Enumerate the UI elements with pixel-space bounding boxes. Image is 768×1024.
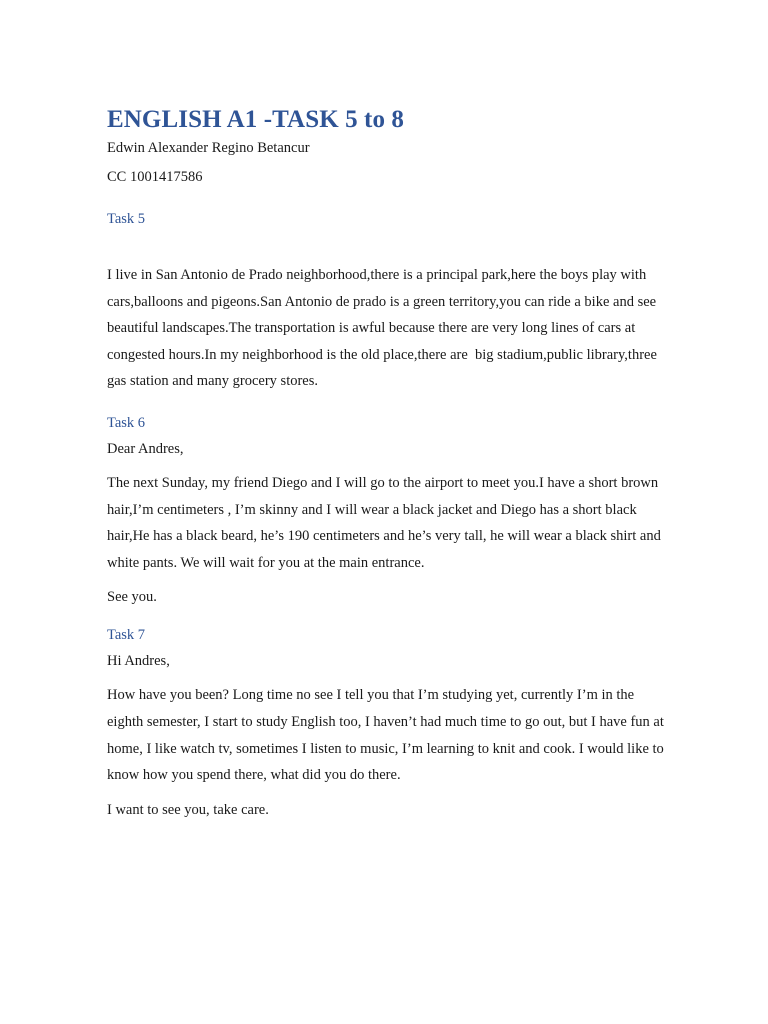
- task6-paragraph: The next Sunday, my friend Diego and I will go to the airport to meet you.I have a short brown hair,I’m centimeters , I’m skinny and I will wear a black jacket and Diego has a short black hair,He has a black beard, he’s 190 centimeters and he’s very tall, he will wear a black shirt and white pants. We will wait for you at the main entrance.: [107, 474, 665, 571]
- task5-section: [107, 209, 667, 395]
- document-page: [107, 104, 667, 820]
- author-name: Edwin Alexander Regino Betancur: [107, 140, 310, 156]
- task6-greeting: Dear Andres,: [107, 440, 184, 457]
- task5-heading: Task 5: [107, 211, 146, 227]
- task7-closing: I want to see you, take care.: [107, 801, 269, 818]
- task7-paragraph: How have you been? Long time no see I tell you that I’m studying yet, currently I’m in the eighth semester, I start to study English too, I haven’t had much time to go out, but I have fun at home, I like watch tv, sometimes I listen to music, I’m learning to knit and cook. I would like to know how you spend there, what did you do there.: [107, 687, 668, 784]
- task6-closing: See you.: [107, 589, 157, 606]
- task7-greeting: Hi Andres,: [107, 653, 170, 670]
- task6-heading: Task 6: [107, 414, 146, 431]
- task6-section: [107, 413, 667, 607]
- id-number: CC 1001417586: [107, 169, 203, 185]
- task7-heading: Task 7: [107, 627, 146, 644]
- document-title: ENGLISH A1 -TASK 5 to 8: [107, 106, 405, 133]
- task7-section: [107, 625, 667, 819]
- task5-paragraph: I live in San Antonio de Prado neighborhood,there is a principal park,here the boys play with cars,balloons and pigeons.San Antonio de prado is a green territory,you can ride a bike and see beautiful landscapes.The transportation is awful because there are very long lines of cars at congested hours.In my neighborhood is the old place,there are big stadium,public library,three gas station and many grocery stores.: [107, 267, 661, 390]
